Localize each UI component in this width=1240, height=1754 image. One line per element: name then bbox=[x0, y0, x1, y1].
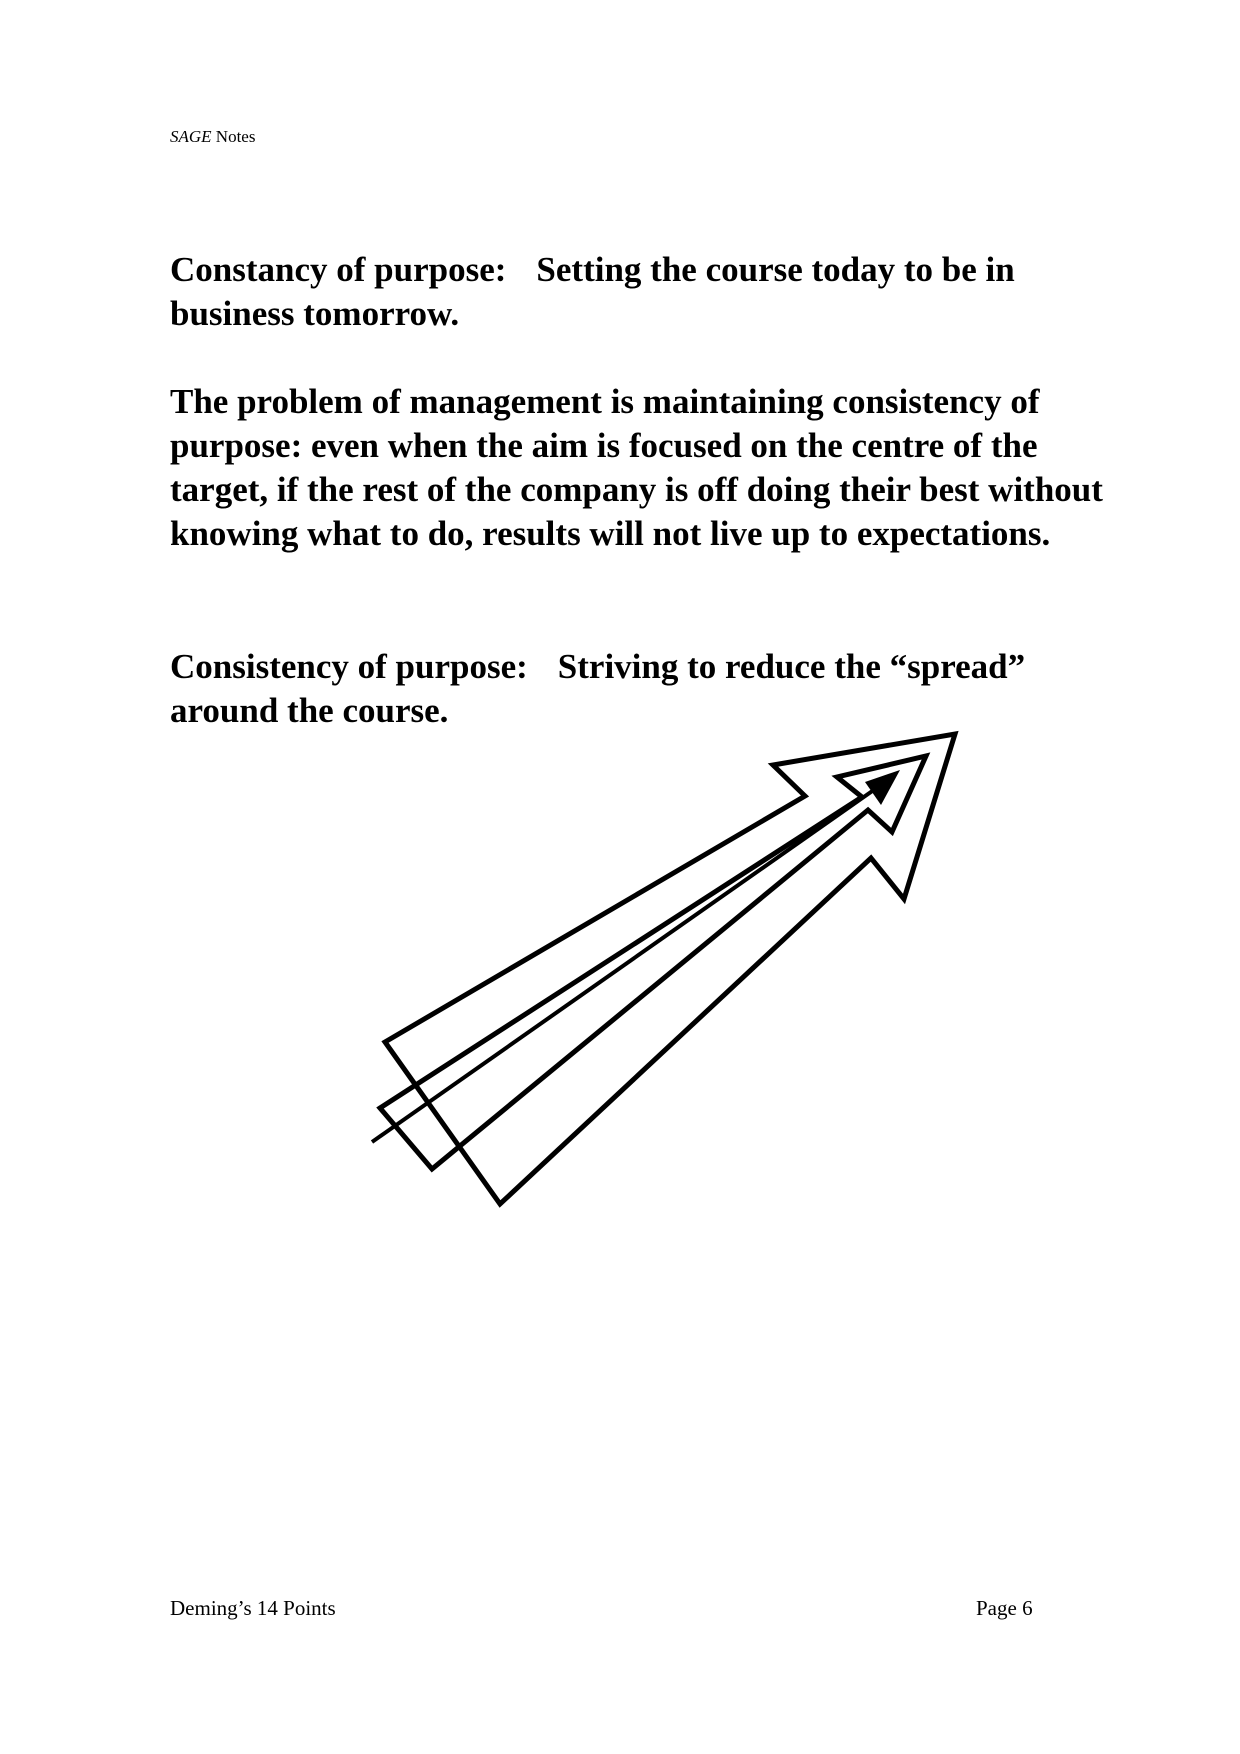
consistency-definition: Striving to reduce the “spread” around the course. bbox=[170, 647, 1026, 730]
constancy-definition: Setting the course today to be in business tomorrow. bbox=[170, 250, 1015, 333]
page-number: Page 6 bbox=[976, 1596, 1033, 1620]
header-sage: SAGE bbox=[170, 127, 212, 146]
constancy-term: Constancy of purpose: bbox=[170, 250, 507, 289]
large-outline-arrow bbox=[385, 734, 955, 1204]
thin-arrow-shaft bbox=[372, 780, 888, 1142]
header-notes: Notes bbox=[211, 127, 256, 146]
medium-outline-arrow bbox=[380, 756, 926, 1169]
consistency-term: Consistency of purpose: bbox=[170, 647, 528, 686]
thin-arrow-head bbox=[865, 770, 900, 805]
problem-paragraph: The problem of management is maintaining consistency of purpose: even when the aim is focused on the centre of the target, if the rest of the company is off doing their best without knowing what to do, results will not live up to expectations. bbox=[170, 382, 1103, 553]
footer-title: Deming’s 14 Points bbox=[170, 1596, 336, 1620]
